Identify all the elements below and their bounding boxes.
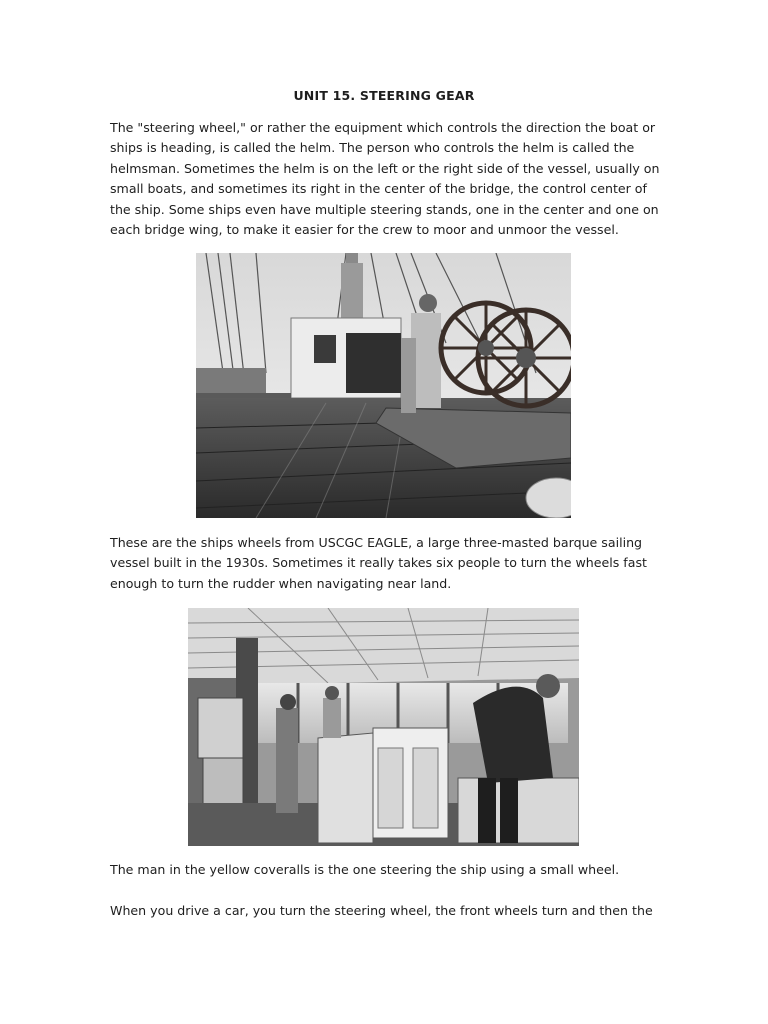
intro-paragraph: The "steering wheel," or rather the equipment which controls the direction the boat or ships is heading, is called the helm. The person who controls the helm is called the helmsman. Sometimes the helm is on the left or the right side of the vessel, usually on small boats, and sometimes its right in the center of the bridge, the control center of the ship. Some ships even have multiple steering stands, one in the center and one on each bridge wing, to make it easier for the crew to moor and unmoor the vessel. <box>110 120 660 238</box>
helmsman-paragraph: The man in the yellow coveralls is the one steering the ship using a small wheel. <box>110 862 620 877</box>
ships-wheels-photo <box>196 253 571 518</box>
ship-bridge-photo <box>188 608 579 846</box>
unit-title: UNIT 15. STEERING GEAR <box>293 88 475 103</box>
car-comparison-paragraph: When you drive a car, you turn the steering wheel, the front wheels turn and then the <box>110 903 653 918</box>
eagle-caption-paragraph: These are the ships wheels from USCGC EAGLE, a large three-masted barque sailing vessel built in the 1930s. Sometimes it really takes six people to turn the wheels fast enough to turn the rudder when navigating near land. <box>110 535 647 591</box>
